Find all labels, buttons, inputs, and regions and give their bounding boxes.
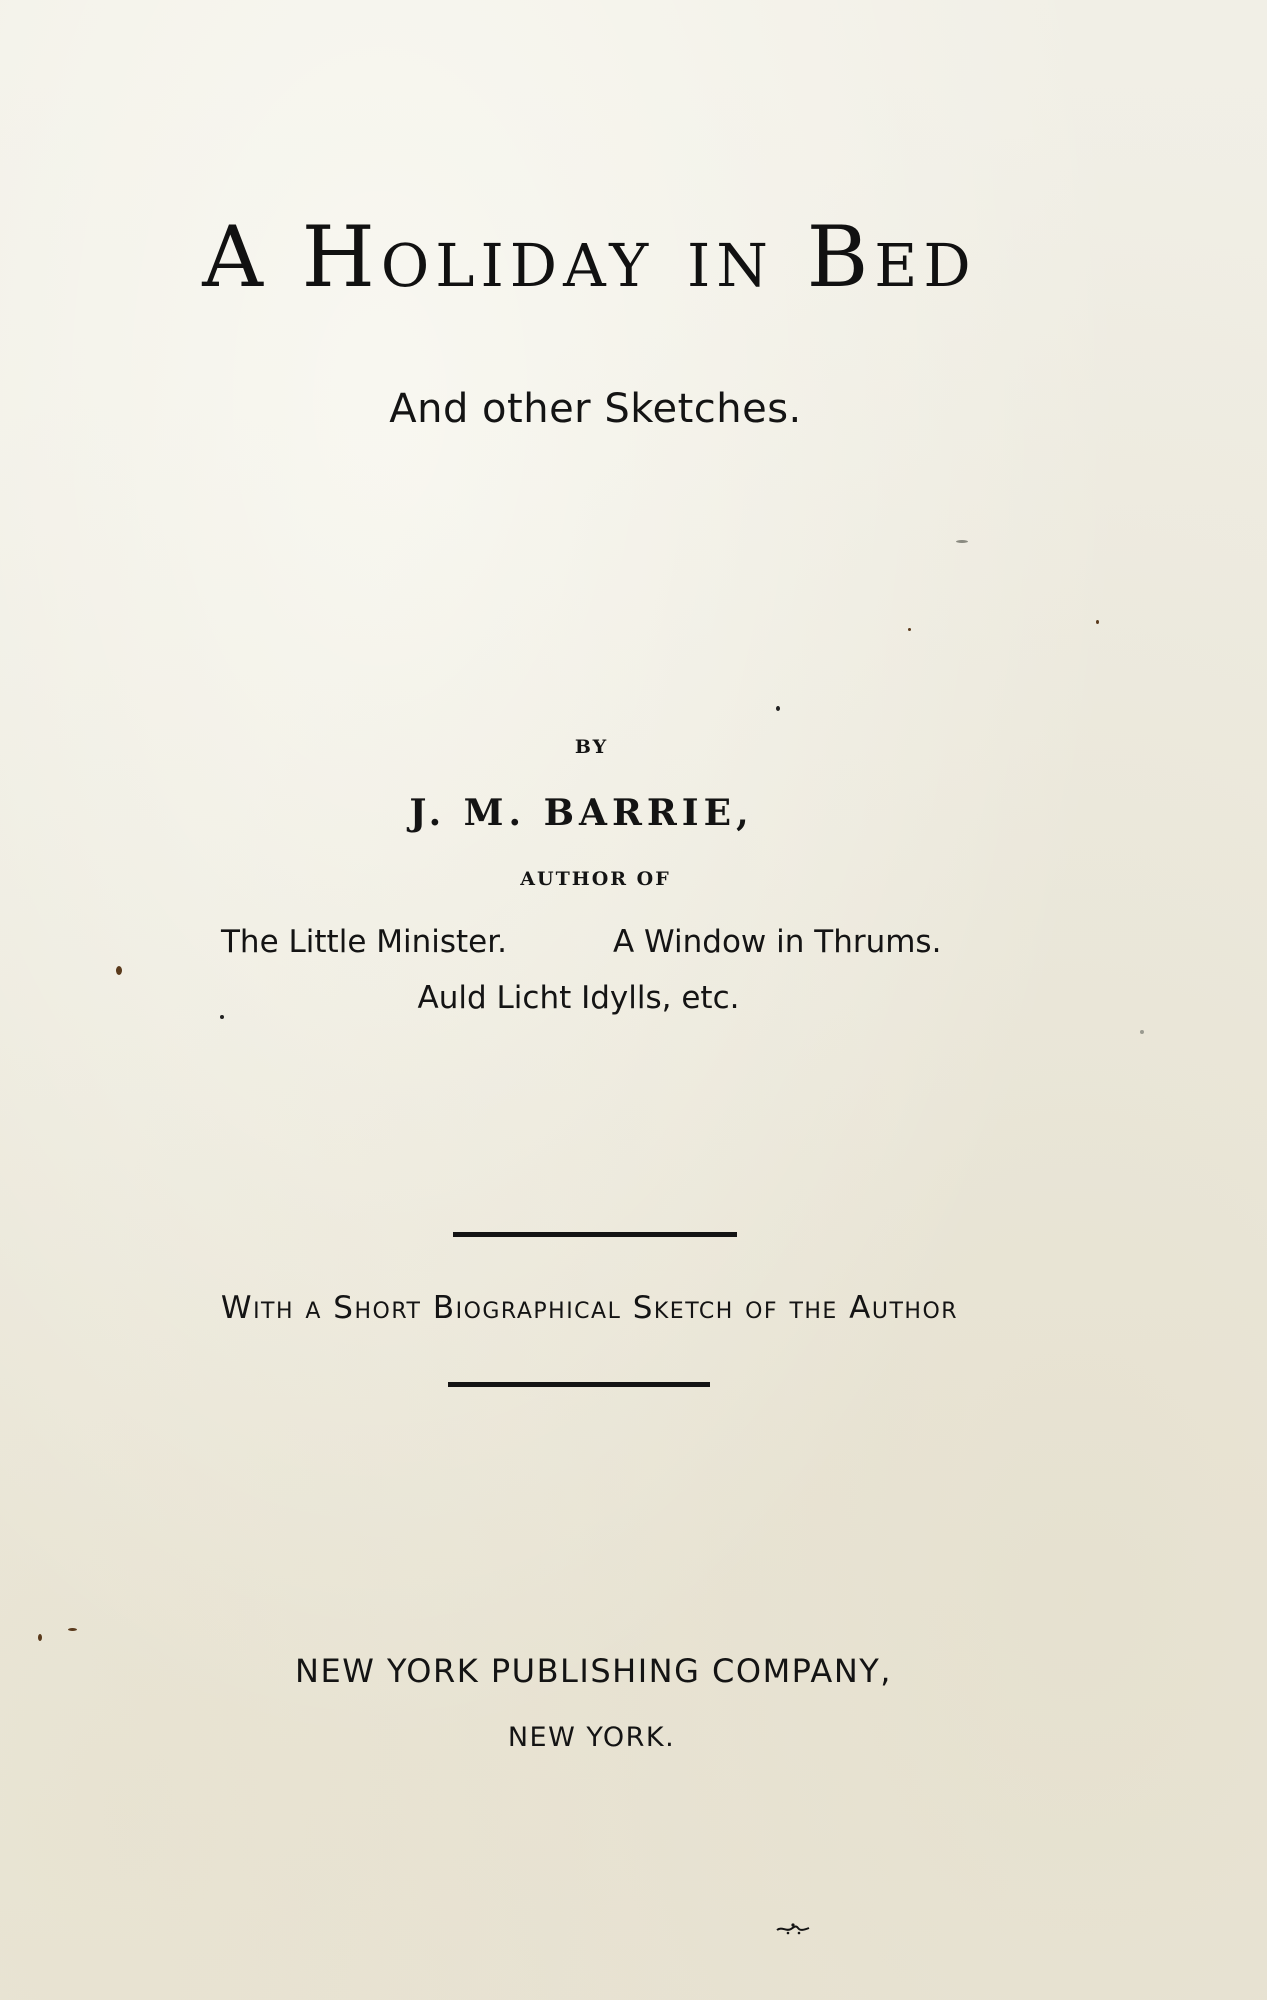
paper-speck (38, 1634, 42, 1641)
paper-speck (956, 540, 968, 543)
work-item: The Little Minister. (221, 924, 507, 960)
paper-speck (116, 966, 122, 975)
divider-rule (448, 1382, 710, 1387)
divider-rule (453, 1232, 737, 1237)
biographical-note: With a Short Biographical Sketch of the Author (220, 1290, 959, 1326)
paper-speck (908, 628, 911, 631)
author-of-label: AUTHOR OF (520, 868, 671, 890)
printers-flourish-icon (776, 1922, 810, 1936)
book-subtitle: And other Sketches. (389, 386, 802, 432)
author-name: J. M. BARRIE, (409, 792, 754, 834)
book-title: A Holiday in Bed (202, 208, 977, 306)
publisher-city: NEW YORK. (507, 1722, 676, 1753)
by-line: BY (574, 736, 609, 758)
paper-speck (220, 1015, 224, 1019)
paper-speck (1140, 1030, 1144, 1034)
work-item: Auld Licht Idylls, etc. (417, 980, 740, 1016)
paper-speck (68, 1628, 77, 1631)
work-item: A Window in Thrums. (613, 924, 942, 960)
paper-speck (776, 706, 780, 711)
publisher-name: NEW YORK PUBLISHING COMPANY, (295, 1652, 892, 1690)
paper-speck (1096, 620, 1099, 624)
